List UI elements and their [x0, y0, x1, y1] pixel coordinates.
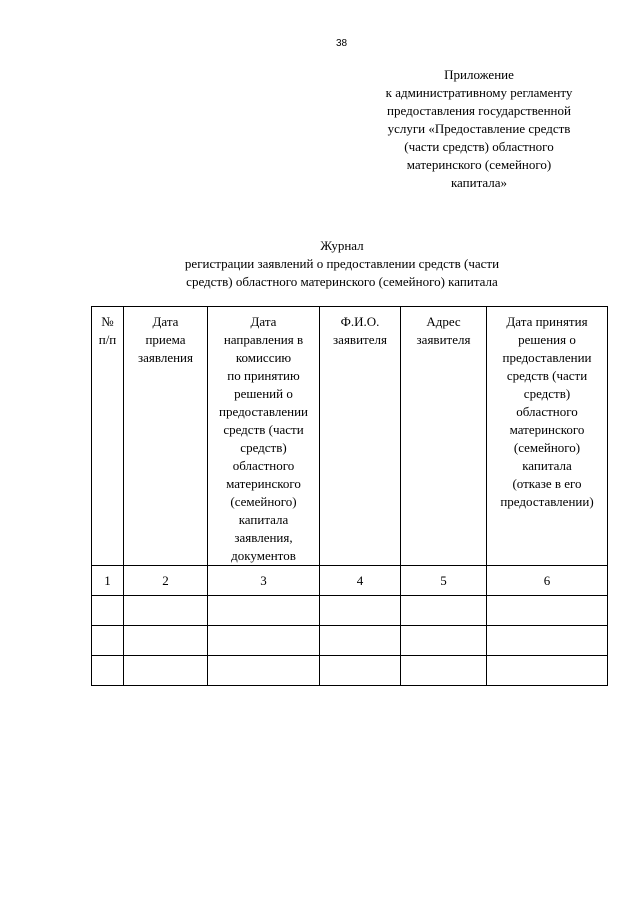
table-cell [320, 656, 401, 686]
header-line: материнского [226, 476, 301, 491]
header-line: областного [516, 404, 578, 419]
table-cell [124, 626, 208, 656]
header-line: (семейного) [230, 494, 297, 509]
table-row [92, 626, 608, 656]
table-cell [208, 596, 320, 626]
table-header-row [92, 307, 608, 566]
header-line: заявления [137, 350, 193, 365]
table-row [92, 596, 608, 626]
table-cell [208, 626, 320, 656]
header-cell-commission-date [208, 307, 320, 566]
header-line: Дата [250, 314, 277, 329]
header-line: решения о [518, 332, 576, 347]
header-cell-applicant-name [320, 307, 401, 566]
header-line: заявителя [416, 332, 471, 347]
column-number-cell: 1 [92, 566, 124, 596]
header-line: предоставлении [219, 404, 308, 419]
journal-title-line: Журнал [320, 238, 364, 253]
appendix-line: (части средств) областного [404, 139, 554, 154]
appendix-line: к административному регламенту [385, 85, 573, 100]
table-row [92, 656, 608, 686]
table-cell [487, 626, 608, 656]
header-line: п/п [98, 332, 117, 347]
header-cell-receipt-date [124, 307, 208, 566]
header-line: предоставлении [502, 350, 592, 365]
header-line: решений о [234, 386, 293, 401]
header-line: предоставлении) [500, 494, 594, 509]
table-cell [401, 656, 487, 686]
column-number-cell: 4 [320, 566, 401, 596]
header-line: материнского [509, 422, 585, 437]
appendix-line: предоставления государственной [387, 103, 571, 118]
table-cell [92, 656, 124, 686]
table-cell [487, 656, 608, 686]
appendix-line: капитала» [450, 175, 508, 190]
header-cell-decision-date [487, 307, 608, 566]
header-line: Дата принятия [506, 314, 588, 329]
journal-title-line: средств) областного материнского (семейного) капитала [186, 274, 498, 289]
header-line: Дата [152, 314, 179, 329]
appendix-line: материнского (семейного) [406, 157, 552, 172]
column-number-cell: 5 [401, 566, 487, 596]
header-line: документов [231, 548, 296, 563]
header-line: Ф.И.О. [340, 314, 380, 329]
header-line: заявления, [234, 530, 293, 545]
table-cell [208, 656, 320, 686]
table-cell [92, 596, 124, 626]
column-number-cell: 3 [208, 566, 320, 596]
header-line: областного [232, 458, 295, 473]
appendix-line: Приложение [444, 67, 514, 82]
header-line: (семейного) [513, 440, 581, 455]
table-cell [124, 656, 208, 686]
table-cell [320, 626, 401, 656]
header-line: № [101, 314, 114, 329]
column-number-row [92, 566, 608, 596]
header-line: по принятию [227, 368, 300, 383]
header-line: средств) [240, 440, 287, 455]
journal-title-line: регистрации заявлений о предоставлении средств (части [184, 256, 500, 271]
header-line: комиссию [235, 350, 292, 365]
header-line: Адрес [426, 314, 461, 329]
header-line: капитала [238, 512, 289, 527]
header-line: средств) [523, 386, 571, 401]
header-line: направления в [223, 332, 304, 347]
table-cell [320, 596, 401, 626]
column-number-cell: 2 [124, 566, 208, 596]
header-line: капитала [522, 458, 572, 473]
table-cell [401, 596, 487, 626]
page-number: 38 [335, 38, 348, 49]
appendix-note [368, 66, 590, 192]
column-number-cell: 6 [487, 566, 608, 596]
appendix-line: услуги «Предоставление средств [387, 121, 571, 136]
table-cell [92, 626, 124, 656]
table-cell [124, 596, 208, 626]
table-cell [487, 596, 608, 626]
header-line: приема [145, 332, 186, 347]
header-cell-applicant-address [401, 307, 487, 566]
table-cell [401, 626, 487, 656]
header-line: (отказе в его [512, 476, 582, 491]
header-line: средств (части [506, 368, 588, 383]
header-line: заявителя [333, 332, 387, 347]
header-cell-number [92, 307, 124, 566]
journal-title [130, 237, 554, 291]
journal-table [91, 306, 608, 686]
header-line: средств (части [223, 422, 304, 437]
